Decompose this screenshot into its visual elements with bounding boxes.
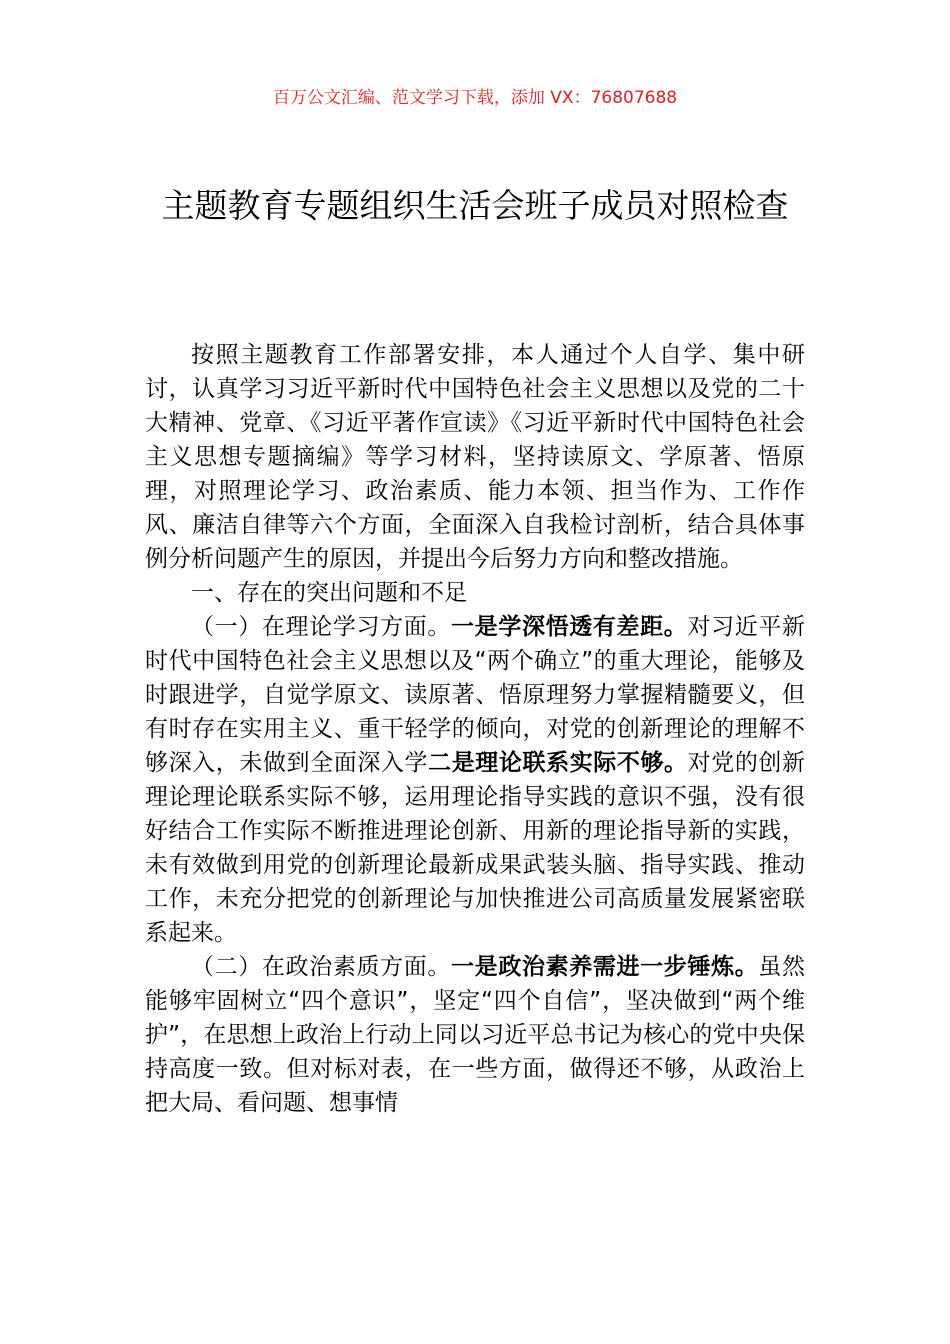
page-title: 主题教育专题组织生活会班子成员对照检查 (161, 186, 789, 225)
theory-study-paragraph (145, 610, 805, 950)
paragraph-text: 对习近平新时代中国特色社会主义思想以及“两个确立”的重大理论，能够及时跟进学，自觉学原文、读原著、悟原理努力掌握精髓要义，但有时存在实用主义、重干轻学的倾向，对党的创新理论的理解不够深入，未做到全面深入学 (145, 614, 806, 776)
paragraph-lead: （一）在理论学习方面。 (191, 614, 452, 640)
section-heading: 一、存在的突出问题和不足 (191, 580, 467, 606)
bold-point: 一是政治素养需进一步锤炼。 (451, 954, 759, 980)
bold-point: 二是理论联系实际不够。 (428, 750, 688, 776)
paragraph-text: 对党的创新理论理论联系实际不够，运用理论指导实践的意识不强，没有很好结合工作实际不断推进理论创新、用新的理论指导新的实践，未有效做到用党的创新理论最新成果武装头脑、指导实践、推动工作，未充分把党的创新理论与加快推进公司高质量发展紧密联系起来。 (145, 750, 806, 946)
intro-paragraph: 按照主题教育工作部署安排，本人通过个人自学、集中研讨，认真学习习近平新时代中国特色社会主义思想以及党的二十大精神、党章、《习近平著作宣读》《习近平新时代中国特色社会主义思想专题摘编》等学习材料，坚持读原文、学原著、悟原理，对照理论学习、政治素质、能力本领、担当作为、工作作风、廉洁自律等六个方面，全面深入自我检讨剖析，结合具体事例分析问题产生的原因，并提出今后努力方向和整改措施。 (145, 342, 805, 572)
header-watermark: 百万公文汇编、范文学习下载，添加 VX：76807688 (272, 88, 678, 108)
paragraph-text: 虽然能够牢固树立“四个意识”，坚定“四个自信”，坚决做到“两个维护”，在思想上政治上行动上同以习近平总书记为核心的党中央保持高度一致。但对标对表，在一些方面，做得还不够，从政治上把大局、看问题、想事情 (145, 954, 806, 1116)
paragraph-lead: （二）在政治素质方面。 (191, 954, 452, 980)
document-body (145, 338, 805, 1120)
political-quality-paragraph (145, 950, 805, 1120)
bold-point: 一是学深悟透有差距。 (451, 614, 688, 640)
